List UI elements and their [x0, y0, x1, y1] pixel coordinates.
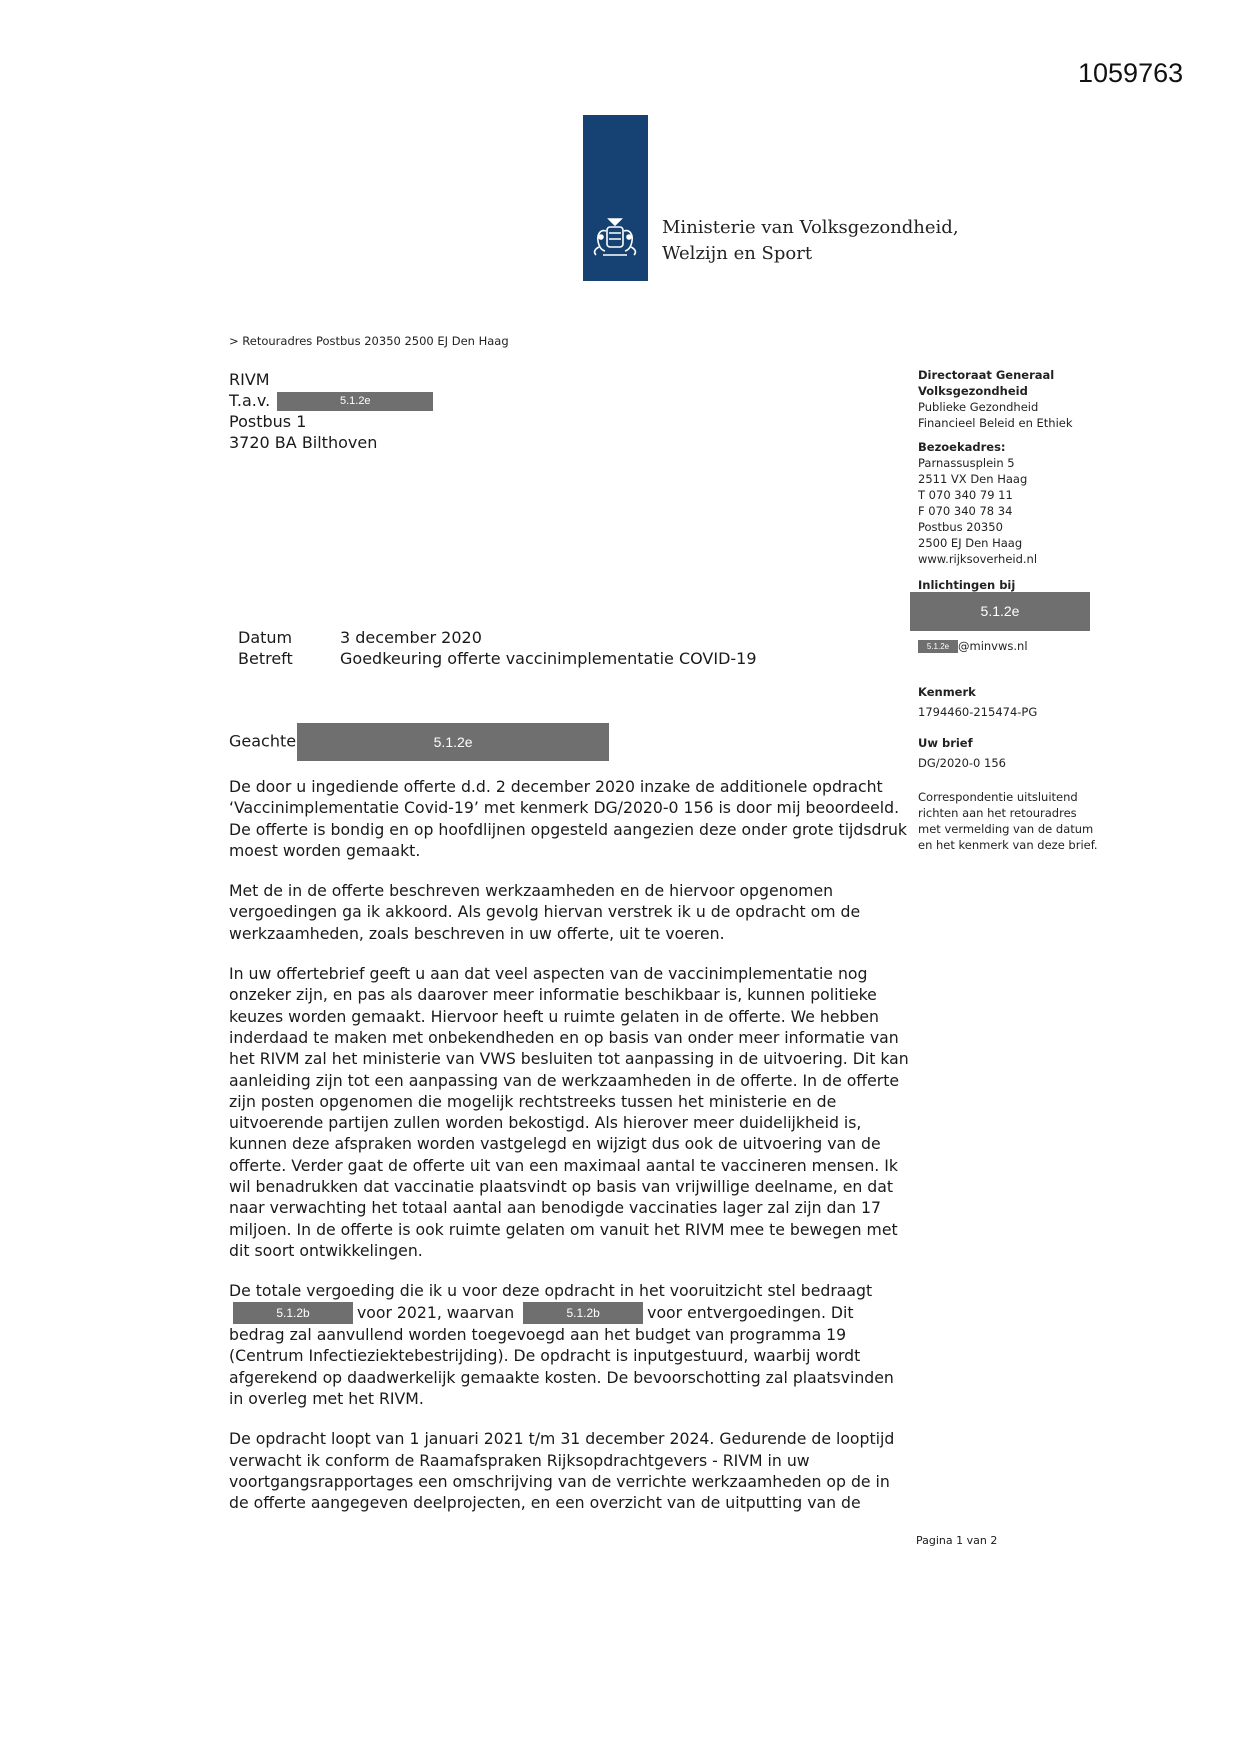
info-label: Inlichtingen bij [918, 578, 1016, 592]
ministry-name-line1: Ministerie van Volksgezondheid, [662, 217, 959, 238]
dept-line: Volksgezondheid [918, 384, 1028, 398]
sidebar-email [918, 638, 1028, 654]
sidebar-department [918, 367, 1073, 431]
redaction-block: 5.1.2b [233, 1302, 353, 1324]
dept-line: Directoraat Generaal [918, 368, 1055, 382]
document-number: 1059763 [1078, 58, 1184, 88]
return-address: > Retouradres Postbus 20350 2500 EJ Den Haag [229, 334, 509, 348]
your-letter-label: Uw brief [918, 736, 973, 750]
recipient-org: RIVM [229, 370, 270, 389]
recipient-pobox: Postbus 1 [229, 412, 307, 431]
recipient-city: 3720 BA Bilthoven [229, 433, 378, 452]
ministry-name [662, 215, 959, 267]
greeting-word: Geachte [229, 731, 297, 751]
paragraph: De opdracht loopt van 1 januari 2021 t/m 31 december 2024. Gedurende de looptijd verwacht ik conform de Raamafspraken Rijksopdrachtgevers - RIVM in uw voortgangsrapportages een omschrijving van de verrichte werkzaamheden op de in de offerte aangegeven deelprojecten, en een overzicht van de uitputting van de [229, 1429, 895, 1513]
sidebar-visit-address [918, 439, 1037, 567]
attn-label: T.a.v. [229, 391, 271, 410]
paragraph-text: voor 2021, waarvan [357, 1302, 515, 1322]
sidebar-info [918, 577, 1015, 593]
email-suffix: @minvws.nl [958, 639, 1028, 653]
your-letter-value: DG/2020-0 156 [918, 756, 1006, 770]
paragraph-text: De totale vergoeding die ik u voor deze opdracht in het vooruitzicht stel bedraagt [229, 1281, 873, 1301]
paragraph-payment [229, 1280, 909, 1409]
visit-line: T 070 340 79 11 [918, 488, 1013, 502]
sidebar-note: Correspondentie uitsluitend richten aan het retouradres met vermelding van de datum en het kenmerk van deze brief. [918, 790, 1098, 852]
greeting [229, 723, 609, 761]
visit-line: 2511 VX Den Haag [918, 472, 1028, 486]
page-number: Pagina 1 van 2 [916, 1534, 998, 1547]
ministry-name-line2: Welzijn en Sport [662, 243, 813, 264]
date-value: 3 december 2020 [340, 628, 482, 647]
dept-line: Financieel Beleid en Ethiek [918, 416, 1073, 430]
redaction-block: 5.1.2e [910, 592, 1090, 631]
paragraph: De door u ingediende offerte d.d. 2 december 2020 inzake de additionele opdracht ‘Vaccinimplementatie Covid-19’ met kenmerk DG/2020-0 156 is door mij beoordeeld. De offerte is bondig en op hoofdlijnen opgesteld aangezien deze onder grote tijdsdruk moest worden gemaakt. [229, 777, 907, 860]
redaction-block: 5.1.2e [277, 392, 433, 411]
visit-line: Postbus 20350 [918, 520, 1003, 534]
sidebar-your-letter [918, 735, 1006, 771]
coat-of-arms-icon [583, 115, 648, 281]
redaction-block: 5.1.2b [523, 1302, 643, 1324]
letter-meta [238, 627, 757, 669]
visit-line: 2500 EJ Den Haag [918, 536, 1023, 550]
paragraph: In uw offertebrief geeft u aan dat veel aspecten van de vaccinimplementatie nog onzeker zijn, en pas als daarover meer informatie beschikbaar is, kunnen politieke keuzes worden gemaakt. Hiervoor heeft u ruimte gelaten in de offerte. We hebben inderdaad te maken met onbekendheden en op basis van onder meer informatie van het RIVM zal het ministerie van VWS besluiten tot aanpassing in de uitvoering. Dit kan aanleiding zijn tot een aanpassing van de werkzaamheden in de offerte. In de offerte zijn posten opgenomen die mogelijk rechtstreeks tussen het ministerie en de uitvoerende partijen zullen worden bekostigd. Als hierover meer duidelijkheid is, kunnen deze afspraken worden vastgelegd en wijzigt dus ook de uitvoering van de offerte. Verder gaat de offerte uit van een maximaal aantal te vaccineren mensen. Ik wil benadrukken dat vaccinatie plaatsvindt op basis van vrijwillige deelname, en dat naar verwachting het totaal aantal aan benodigde vaccinaties lager zal zijn dan 17 miljoen. In de offerte is ook ruimte gelaten om vanuit het RIVM mee te bewegen met dit soort ontwikkelingen. [229, 964, 909, 1260]
visit-line: F 070 340 78 34 [918, 504, 1013, 518]
sidebar-reference [918, 684, 1037, 720]
dept-line: Publieke Gezondheid [918, 400, 1039, 414]
paragraph-text: voor entvergoedingen. Dit bedrag zal aanvullend worden toegevoegd aan het budget van programma 19 (Centrum Infectieziektebestrijding). De opdracht is inputgestuurd, waarbij wordt afgerekend op daadwerkelijk gemaakte kosten. De bevoorschotting zal plaatsvinden in overleg met het RIVM. [229, 1302, 894, 1408]
redaction-block: 5.1.2e [297, 723, 609, 761]
visit-line: Parnassusplein 5 [918, 456, 1015, 470]
ministry-logo [583, 115, 648, 281]
date-label: Datum [238, 628, 293, 647]
subject-label: Betreft [238, 649, 293, 668]
visit-label: Bezoekadres: [918, 440, 1006, 454]
reference-value: 1794460-215474-PG [918, 705, 1038, 719]
subject-value: Goedkeuring offerte vaccinimplementatie COVID-19 [340, 649, 757, 668]
reference-label: Kenmerk [918, 685, 976, 699]
redaction-block: 5.1.2e [918, 640, 958, 653]
paragraph: Met de in de offerte beschreven werkzaamheden en de hiervoor opgenomen vergoedingen ga ik akkoord. Als gevolg hiervan verstrek ik u de opdracht om de werkzaamheden, zoals beschreven in uw offerte, uit te voeren. [229, 881, 861, 943]
letter-body [229, 776, 909, 1532]
website-link[interactable]: www.rijksoverheid.nl [918, 552, 1038, 566]
recipient-address [229, 369, 433, 453]
recipient-attn [229, 390, 433, 411]
